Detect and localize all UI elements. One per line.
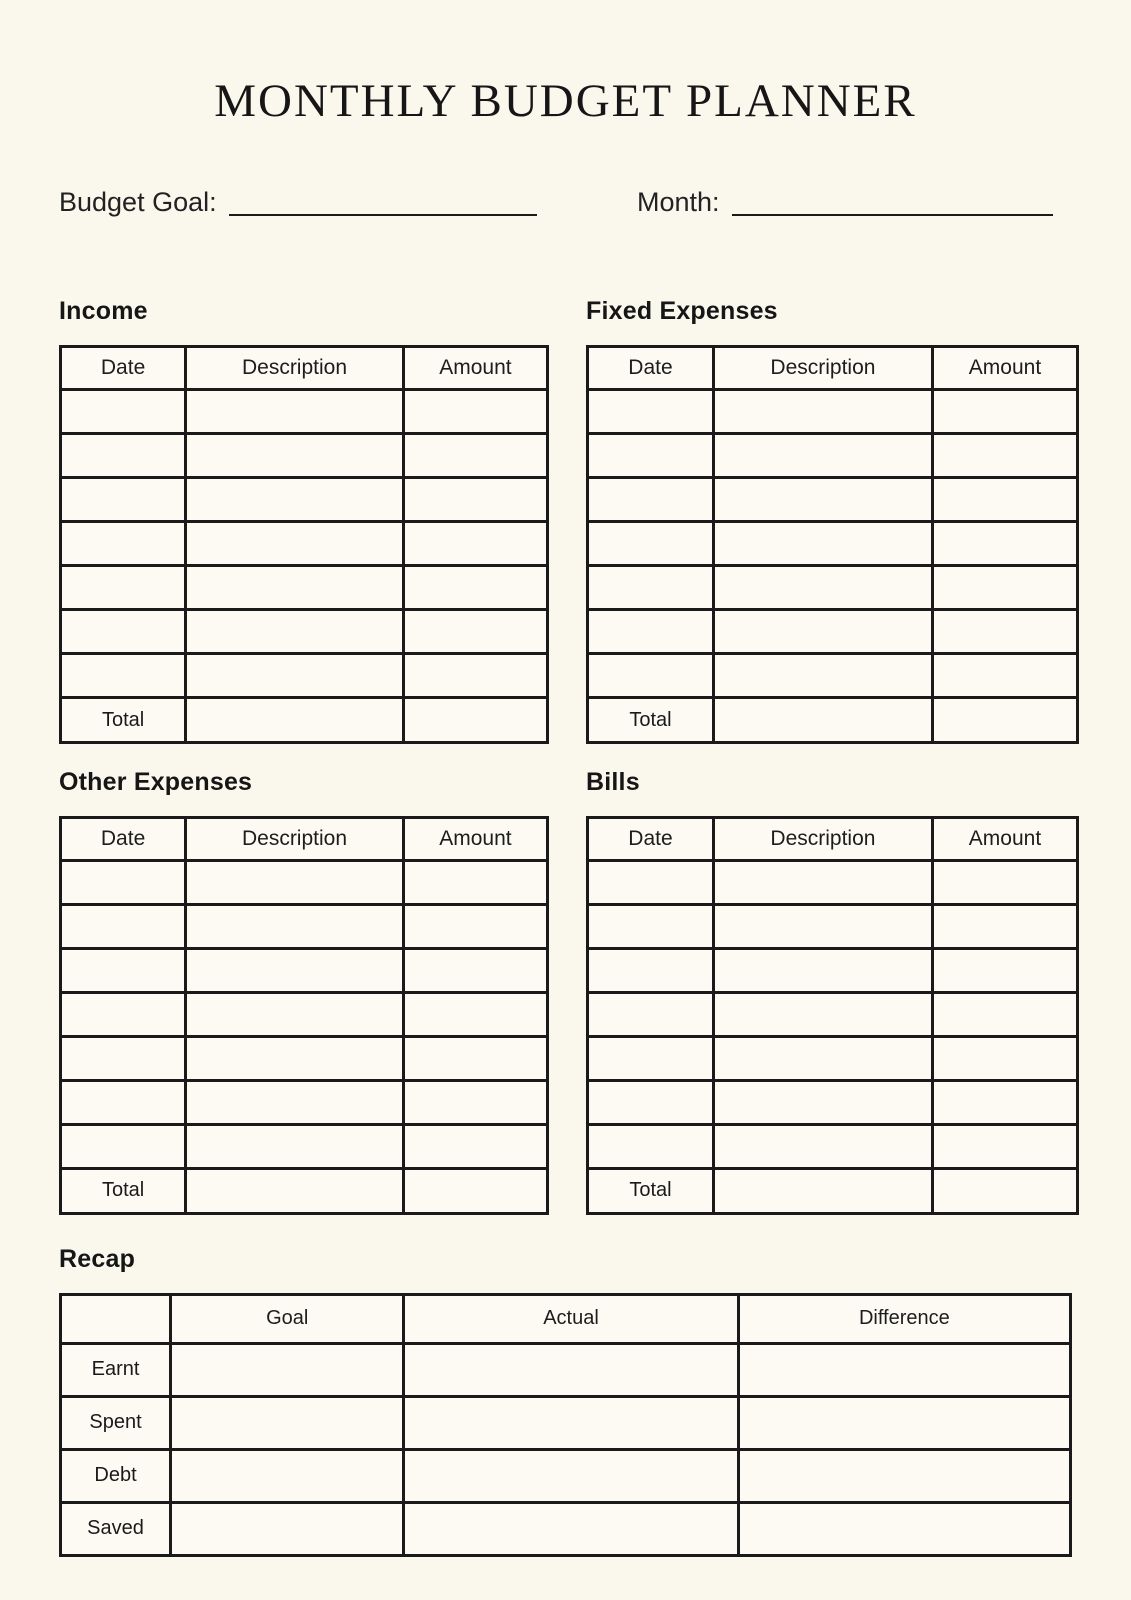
empty-cell — [713, 1124, 932, 1168]
header-fields — [59, 186, 1053, 220]
empty-cell — [932, 478, 1077, 522]
empty-cell — [404, 1502, 738, 1555]
section-title-income: Income — [59, 297, 148, 326]
recap-row-label-saved: Saved — [61, 1502, 171, 1555]
empty-cell — [403, 1124, 547, 1168]
empty-cell — [61, 860, 186, 904]
empty-row — [61, 654, 548, 698]
empty-cell — [588, 654, 714, 698]
empty-cell — [186, 860, 404, 904]
column-header-description: Description — [713, 817, 932, 860]
empty-cell — [61, 1124, 186, 1168]
recap-row-saved — [61, 1502, 1071, 1555]
income-table — [59, 345, 549, 744]
fixed-expenses-table-body — [588, 390, 1078, 698]
empty-cell — [713, 566, 932, 610]
total-amount-cell — [403, 698, 547, 743]
empty-cell — [186, 522, 404, 566]
recap-row-label-spent: Spent — [61, 1396, 171, 1449]
bills-table — [586, 816, 1079, 1215]
empty-row — [61, 478, 548, 522]
empty-cell — [186, 566, 404, 610]
month-blank-line — [732, 214, 1053, 216]
empty-cell — [404, 1343, 738, 1396]
other-expenses-table — [59, 816, 549, 1215]
empty-cell — [61, 904, 186, 948]
empty-cell — [713, 610, 932, 654]
table-header-row — [588, 817, 1078, 860]
empty-cell — [588, 434, 714, 478]
empty-cell — [403, 390, 547, 434]
empty-cell — [738, 1449, 1070, 1502]
section-title-fixed-expenses: Fixed Expenses — [586, 297, 778, 326]
empty-row — [61, 1080, 548, 1124]
table-header-row — [588, 347, 1078, 390]
recap-row-earnt — [61, 1343, 1071, 1396]
empty-cell — [186, 654, 404, 698]
empty-cell — [186, 434, 404, 478]
budget-goal-field — [59, 186, 537, 220]
empty-cell — [588, 478, 714, 522]
empty-cell — [403, 948, 547, 992]
empty-cell — [186, 948, 404, 992]
column-header-amount: Amount — [403, 347, 547, 390]
empty-row — [588, 434, 1078, 478]
empty-cell — [186, 1124, 404, 1168]
empty-cell — [932, 948, 1077, 992]
section-title-other-expenses: Other Expenses — [59, 768, 253, 797]
empty-cell — [403, 1080, 547, 1124]
empty-cell — [588, 992, 714, 1036]
column-header-description: Description — [713, 347, 932, 390]
empty-cell — [713, 948, 932, 992]
table-header-row — [61, 347, 548, 390]
empty-row — [588, 1124, 1078, 1168]
empty-row — [588, 610, 1078, 654]
column-header-date: Date — [588, 817, 714, 860]
budget-goal-blank-line — [229, 214, 537, 216]
month-label: Month: — [637, 186, 720, 217]
empty-row — [588, 860, 1078, 904]
empty-row — [588, 904, 1078, 948]
column-header-date: Date — [588, 347, 714, 390]
section-income — [59, 297, 549, 744]
empty-cell — [932, 860, 1077, 904]
total-label: Total — [588, 1168, 714, 1213]
empty-cell — [932, 566, 1077, 610]
empty-cell — [61, 992, 186, 1036]
empty-cell — [403, 566, 547, 610]
empty-row — [61, 1124, 548, 1168]
empty-cell — [61, 478, 186, 522]
recap-row-label-earnt: Earnt — [61, 1343, 171, 1396]
empty-row — [61, 948, 548, 992]
total-row — [588, 698, 1078, 743]
empty-cell — [186, 390, 404, 434]
total-row — [61, 698, 548, 743]
empty-cell — [61, 654, 186, 698]
income-table-body — [61, 390, 548, 698]
empty-cell — [186, 1036, 404, 1080]
empty-cell — [932, 522, 1077, 566]
empty-cell — [61, 566, 186, 610]
empty-cell — [588, 1036, 714, 1080]
empty-cell — [713, 522, 932, 566]
total-value-cell — [713, 698, 932, 743]
empty-cell — [588, 860, 714, 904]
empty-row — [588, 1080, 1078, 1124]
empty-cell — [713, 1036, 932, 1080]
total-label: Total — [588, 698, 714, 743]
empty-cell — [61, 1080, 186, 1124]
empty-cell — [588, 1080, 714, 1124]
empty-row — [588, 948, 1078, 992]
empty-cell — [588, 610, 714, 654]
total-value-cell — [186, 1168, 404, 1213]
empty-row — [588, 522, 1078, 566]
empty-cell — [738, 1502, 1070, 1555]
empty-cell — [932, 992, 1077, 1036]
empty-row — [61, 904, 548, 948]
empty-cell — [61, 1036, 186, 1080]
empty-row — [61, 434, 548, 478]
recap-row-spent — [61, 1396, 1071, 1449]
empty-cell — [404, 1449, 738, 1502]
tables-grid — [59, 297, 1079, 1215]
recap-column-goal: Goal — [171, 1294, 404, 1343]
empty-cell — [588, 522, 714, 566]
empty-cell — [738, 1343, 1070, 1396]
empty-cell — [61, 390, 186, 434]
empty-cell — [171, 1502, 404, 1555]
empty-cell — [932, 904, 1077, 948]
empty-row — [588, 1036, 1078, 1080]
empty-row — [588, 390, 1078, 434]
empty-cell — [186, 1080, 404, 1124]
empty-cell — [932, 654, 1077, 698]
column-header-amount: Amount — [403, 817, 547, 860]
empty-cell — [403, 434, 547, 478]
empty-row — [588, 992, 1078, 1036]
empty-cell — [61, 610, 186, 654]
empty-cell — [713, 390, 932, 434]
column-header-date: Date — [61, 817, 186, 860]
empty-cell — [713, 478, 932, 522]
empty-cell — [403, 478, 547, 522]
empty-cell — [403, 654, 547, 698]
empty-cell — [932, 434, 1077, 478]
total-amount-cell — [932, 698, 1077, 743]
empty-cell — [713, 904, 932, 948]
empty-cell — [404, 1396, 738, 1449]
empty-cell — [932, 610, 1077, 654]
empty-cell — [186, 478, 404, 522]
empty-row — [61, 860, 548, 904]
empty-row — [588, 478, 1078, 522]
empty-row — [61, 992, 548, 1036]
section-fixed-expenses — [586, 297, 1079, 744]
section-bills — [586, 768, 1079, 1215]
column-header-amount: Amount — [932, 817, 1077, 860]
empty-cell — [713, 992, 932, 1036]
empty-cell — [186, 904, 404, 948]
empty-cell — [403, 610, 547, 654]
empty-row — [61, 610, 548, 654]
total-row — [588, 1168, 1078, 1213]
bills-table-body — [588, 860, 1078, 1168]
empty-cell — [713, 860, 932, 904]
empty-row — [61, 1036, 548, 1080]
total-value-cell — [713, 1168, 932, 1213]
empty-cell — [403, 1036, 547, 1080]
empty-cell — [713, 1080, 932, 1124]
empty-cell — [932, 1036, 1077, 1080]
recap-column-actual: Actual — [404, 1294, 738, 1343]
section-recap — [59, 1245, 1072, 1557]
column-header-date: Date — [61, 347, 186, 390]
empty-cell — [403, 860, 547, 904]
empty-cell — [61, 948, 186, 992]
total-label: Total — [61, 1168, 186, 1213]
section-title-bills: Bills — [586, 768, 640, 797]
fixed-expenses-table — [586, 345, 1079, 744]
total-label: Total — [61, 698, 186, 743]
empty-cell — [186, 610, 404, 654]
recap-row-label-debt: Debt — [61, 1449, 171, 1502]
empty-cell — [588, 948, 714, 992]
recap-header-row — [61, 1294, 1071, 1343]
section-title-recap: Recap — [59, 1244, 136, 1273]
other-expenses-table-body — [61, 860, 548, 1168]
budget-goal-label: Budget Goal: — [59, 186, 217, 217]
table-header-row — [61, 817, 548, 860]
empty-cell — [932, 390, 1077, 434]
recap-corner-cell — [61, 1294, 171, 1343]
empty-row — [61, 522, 548, 566]
total-amount-cell — [403, 1168, 547, 1213]
total-amount-cell — [932, 1168, 1077, 1213]
recap-row-debt — [61, 1449, 1071, 1502]
empty-cell — [588, 1124, 714, 1168]
empty-cell — [403, 522, 547, 566]
empty-cell — [403, 904, 547, 948]
column-header-description: Description — [186, 817, 404, 860]
month-field — [637, 186, 1053, 220]
total-value-cell — [186, 698, 404, 743]
empty-cell — [932, 1080, 1077, 1124]
empty-cell — [403, 992, 547, 1036]
empty-cell — [588, 904, 714, 948]
empty-cell — [738, 1396, 1070, 1449]
page-title: MONTHLY BUDGET PLANNER — [214, 75, 917, 127]
empty-cell — [171, 1449, 404, 1502]
empty-cell — [171, 1396, 404, 1449]
empty-row — [588, 566, 1078, 610]
empty-row — [61, 390, 548, 434]
total-row — [61, 1168, 548, 1213]
empty-cell — [171, 1343, 404, 1396]
column-header-amount: Amount — [932, 347, 1077, 390]
recap-table — [59, 1293, 1072, 1557]
empty-cell — [713, 654, 932, 698]
empty-row — [588, 654, 1078, 698]
column-header-description: Description — [186, 347, 404, 390]
empty-cell — [932, 1124, 1077, 1168]
empty-cell — [588, 566, 714, 610]
recap-column-difference: Difference — [738, 1294, 1070, 1343]
section-other-expenses — [59, 768, 549, 1215]
empty-row — [61, 566, 548, 610]
empty-cell — [186, 992, 404, 1036]
empty-cell — [713, 434, 932, 478]
empty-cell — [61, 522, 186, 566]
empty-cell — [588, 390, 714, 434]
empty-cell — [61, 434, 186, 478]
